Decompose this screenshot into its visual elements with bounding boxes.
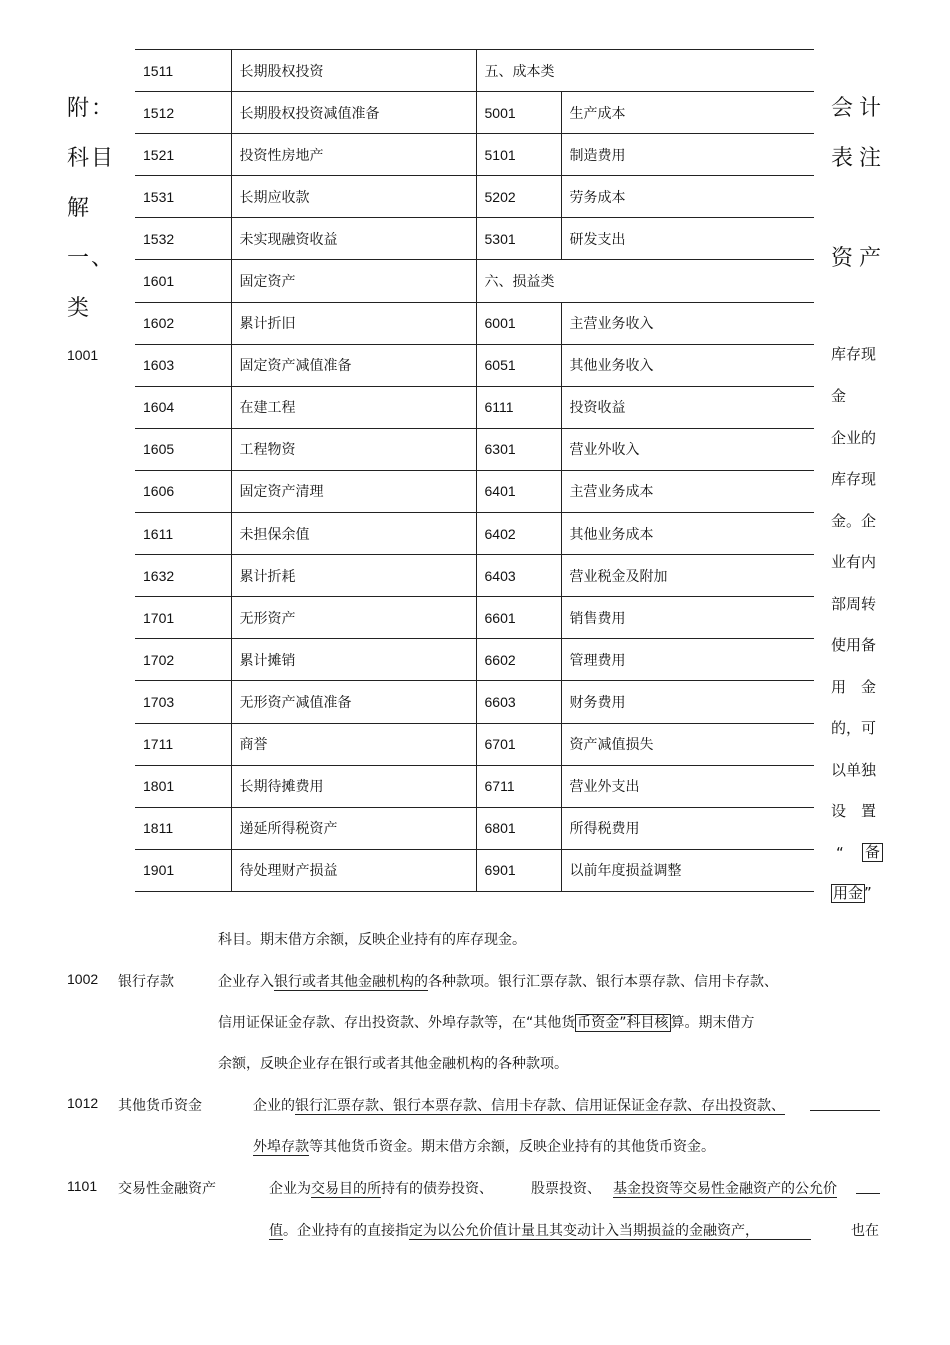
- account-code-cell: 6111: [476, 386, 561, 428]
- account-code-cell: 1512: [135, 92, 231, 134]
- right-heading-line-2: 表注: [831, 146, 888, 171]
- account-name-cell: 以前年度损益调整: [561, 849, 814, 891]
- account-code-cell: 1606: [135, 470, 231, 512]
- trading-title: 交易性金融资产: [118, 1181, 216, 1197]
- left-heading-line-5: 类: [67, 296, 92, 321]
- table-row: [135, 92, 814, 134]
- account-name-cell: 主营业务收入: [561, 302, 814, 344]
- right-vtext-9: 用 金: [831, 678, 877, 696]
- right-vtext-1: 库存现: [831, 345, 877, 363]
- bank-line-2-a: 信用证保证金存款、存出投资款、外埠存款等，在“其他货: [218, 1015, 576, 1031]
- bank-code: 1002: [67, 971, 99, 987]
- account-name-cell: 无形资产减值准备: [231, 681, 476, 723]
- bank-line-1-c: 各种款项。银行汇票存款、银行本票存款、信用卡存款、: [428, 974, 778, 990]
- bank-line-1: [218, 971, 778, 991]
- trading-line-2-tail: 也在: [851, 1223, 879, 1239]
- bank-line-1-b: 银行或者其他金融机构的: [274, 974, 428, 990]
- account-table: [135, 49, 814, 892]
- account-code-cell: 6601: [476, 597, 561, 639]
- right-vtext-12: 设 置: [831, 802, 877, 820]
- account-code-cell: 5301: [476, 218, 561, 260]
- account-code-cell: 6402: [476, 513, 561, 555]
- account-code-cell: 1703: [135, 681, 231, 723]
- table-row: [135, 176, 814, 218]
- account-code-cell: 6001: [476, 302, 561, 344]
- account-name-cell: 累计摊销: [231, 639, 476, 681]
- account-name-cell: 长期股权投资: [231, 50, 476, 92]
- account-code-cell: 6711: [476, 765, 561, 807]
- right-vtext-3: 企业的: [831, 429, 877, 447]
- category-title-cell: 六、损益类: [476, 260, 814, 302]
- right-boxed-text-2: 用金: [833, 884, 864, 902]
- right-asset-label: 资产: [831, 246, 888, 271]
- account-name-cell: 营业外收入: [561, 428, 814, 470]
- account-code-cell: 1801: [135, 765, 231, 807]
- account-name-cell: 其他业务收入: [561, 344, 814, 386]
- account-name-cell: 所得税费用: [561, 807, 814, 849]
- trading-line-1-d: 股票投资、: [531, 1181, 601, 1197]
- left-heading-line-4: 一、: [67, 246, 116, 271]
- right-vtext-2: 金: [831, 387, 847, 405]
- trading-line-1-c: 持有的债券投资、: [381, 1181, 493, 1197]
- account-name-cell: 生产成本: [561, 92, 814, 134]
- account-code-cell: 1632: [135, 555, 231, 597]
- account-table-body: [135, 50, 814, 892]
- account-name-cell: 固定资产减值准备: [231, 344, 476, 386]
- table-row: [135, 218, 814, 260]
- account-name-cell: 固定资产清理: [231, 470, 476, 512]
- account-name-cell: 商誉: [231, 723, 476, 765]
- account-code-cell: 6602: [476, 639, 561, 681]
- account-name-cell: 未实现融资收益: [231, 218, 476, 260]
- trading-line-1-f: 等交易性金融资产的公允价: [669, 1181, 837, 1197]
- account-name-cell: 财务费用: [561, 681, 814, 723]
- table-row: [135, 344, 814, 386]
- right-quote-close: ”: [864, 884, 872, 902]
- table-row: [135, 639, 814, 681]
- bank-line-3: 余额，反映企业存在银行或者其他金融机构的各种款项。: [218, 1056, 568, 1072]
- account-name-cell: 长期应收款: [231, 176, 476, 218]
- trading-code: 1101: [67, 1178, 98, 1194]
- account-code-cell: 6301: [476, 428, 561, 470]
- left-heading-line-2: 科目: [67, 146, 116, 171]
- trading-line-2-c: 定为以公允价值计量且其变动计入当期损益的金融资产，: [409, 1223, 759, 1239]
- account-code-cell: 1611: [135, 513, 231, 555]
- right-vtext-4: 库存现: [831, 470, 877, 488]
- account-code-cell: 6603: [476, 681, 561, 723]
- table-row: [135, 555, 814, 597]
- account-name-cell: 工程物资: [231, 428, 476, 470]
- table-row: [135, 134, 814, 176]
- account-name-cell: 其他业务成本: [561, 513, 814, 555]
- other-money-line-2-b: 等其他货币资金。期末借方余额，反映企业持有的其他货币资金。: [309, 1139, 715, 1155]
- table-row: [135, 513, 814, 555]
- account-name-cell: 长期股权投资减值准备: [231, 92, 476, 134]
- account-code-cell: 1702: [135, 639, 231, 681]
- account-code-cell: 1601: [135, 260, 231, 302]
- other-money-line-1-rule: [810, 1095, 880, 1111]
- account-code-cell: 5101: [476, 134, 561, 176]
- account-name-cell: 无形资产: [231, 597, 476, 639]
- account-name-cell: 递延所得税资产: [231, 807, 476, 849]
- table-row: [135, 50, 814, 92]
- right-heading-line-1: 会计: [831, 96, 888, 121]
- account-code-cell: 1532: [135, 218, 231, 260]
- other-money-line-1: [253, 1095, 785, 1115]
- account-code-cell: 1711: [135, 723, 231, 765]
- trading-line-1-b: 交易目的所: [311, 1181, 381, 1197]
- account-code-cell: 1531: [135, 176, 231, 218]
- table-row: [135, 681, 814, 723]
- account-code-cell: 1811: [135, 807, 231, 849]
- cash-paragraph-tail: 科目。期末借方余额，反映企业持有的库存现金。: [218, 932, 526, 948]
- trading-line-2-b: 。企业持有的直接指: [283, 1223, 409, 1239]
- account-name-cell: 营业税金及附加: [561, 555, 814, 597]
- account-code-cell: 6901: [476, 849, 561, 891]
- account-code-cell: 6403: [476, 555, 561, 597]
- account-name-cell: 长期待摊费用: [231, 765, 476, 807]
- account-code-cell: 1602: [135, 302, 231, 344]
- table-row: [135, 470, 814, 512]
- account-name-cell: 累计折耗: [231, 555, 476, 597]
- trading-line-1-e: 基金投资: [613, 1181, 669, 1197]
- account-name-cell: 营业外支出: [561, 765, 814, 807]
- account-code-cell: 6801: [476, 807, 561, 849]
- account-code-cell: 1701: [135, 597, 231, 639]
- left-heading-line-1: 附：: [67, 96, 116, 121]
- account-code-cell: 1605: [135, 428, 231, 470]
- left-account-code: 1001: [67, 347, 99, 363]
- account-name-cell: 投资收益: [561, 386, 814, 428]
- trading-line-2: [269, 1220, 811, 1240]
- account-code-cell: 6401: [476, 470, 561, 512]
- account-name-cell: 销售费用: [561, 597, 814, 639]
- account-name-cell: 制造费用: [561, 134, 814, 176]
- right-vtext-7: 部周转: [831, 595, 877, 613]
- left-heading-line-3: 解: [67, 196, 92, 221]
- bank-line-2-b: 币资金”科目核: [577, 1015, 669, 1031]
- other-money-title: 其他货币资金: [118, 1098, 202, 1114]
- bank-line-1-a: 企业存入: [218, 974, 274, 990]
- right-vtext-6: 业有内: [831, 553, 877, 571]
- account-code-cell: 1604: [135, 386, 231, 428]
- table-row: [135, 765, 814, 807]
- table-row: [135, 723, 814, 765]
- account-name-cell: 固定资产: [231, 260, 476, 302]
- trading-line-1-a: 企业为: [269, 1181, 311, 1197]
- trading-line-2-a: 值: [269, 1223, 283, 1239]
- bank-line-2-c: 算。期末借方: [670, 1015, 755, 1031]
- account-code-cell: 1511: [135, 50, 231, 92]
- account-code-cell: 5001: [476, 92, 561, 134]
- trading-line-2-rule: [759, 1223, 811, 1240]
- account-code-cell: 6051: [476, 344, 561, 386]
- account-name-cell: 投资性房地产: [231, 134, 476, 176]
- other-money-line-2-a: 外埠存款: [253, 1139, 309, 1155]
- right-boxed-text-1: 备: [862, 843, 883, 862]
- account-name-cell: 管理费用: [561, 639, 814, 681]
- other-money-code: 1012: [67, 1095, 99, 1111]
- account-name-cell: 在建工程: [231, 386, 476, 428]
- account-code-cell: 1603: [135, 344, 231, 386]
- account-code-cell: 5202: [476, 176, 561, 218]
- account-code-cell: 1901: [135, 849, 231, 891]
- right-quote-open: “: [836, 844, 844, 862]
- table-row: [135, 807, 814, 849]
- other-money-line-2: [253, 1136, 715, 1156]
- account-name-cell: 未担保余值: [231, 513, 476, 555]
- other-money-line-1-b: 银行汇票存款、银行本票存款、信用卡存款、信用证保证金存款、存出投资款、: [295, 1098, 785, 1114]
- right-vtext-5: 金。企: [831, 512, 877, 530]
- account-name-cell: 主营业务成本: [561, 470, 814, 512]
- table-row: [135, 386, 814, 428]
- account-name-cell: 资产减值损失: [561, 723, 814, 765]
- right-vtext-8: 使用备: [831, 636, 877, 654]
- right-vtext-11: 以单独: [831, 761, 877, 779]
- other-money-line-1-a: 企业的: [253, 1098, 295, 1114]
- bank-title: 银行存款: [118, 974, 174, 990]
- account-name-cell: 研发支出: [561, 218, 814, 260]
- table-row: [135, 302, 814, 344]
- category-title-cell: 五、成本类: [476, 50, 814, 92]
- right-vtext-10: 的，可: [831, 719, 877, 737]
- bank-line-2: [218, 1012, 755, 1032]
- account-name-cell: 劳务成本: [561, 176, 814, 218]
- table-row: [135, 428, 814, 470]
- account-code-cell: 1521: [135, 134, 231, 176]
- table-row: [135, 260, 814, 302]
- trading-line-1-rule: [856, 1178, 880, 1194]
- account-name-cell: 待处理财产损益: [231, 849, 476, 891]
- table-row: [135, 597, 814, 639]
- account-name-cell: 累计折旧: [231, 302, 476, 344]
- table-row: [135, 849, 814, 891]
- account-code-cell: 6701: [476, 723, 561, 765]
- trading-line-1: [269, 1178, 837, 1198]
